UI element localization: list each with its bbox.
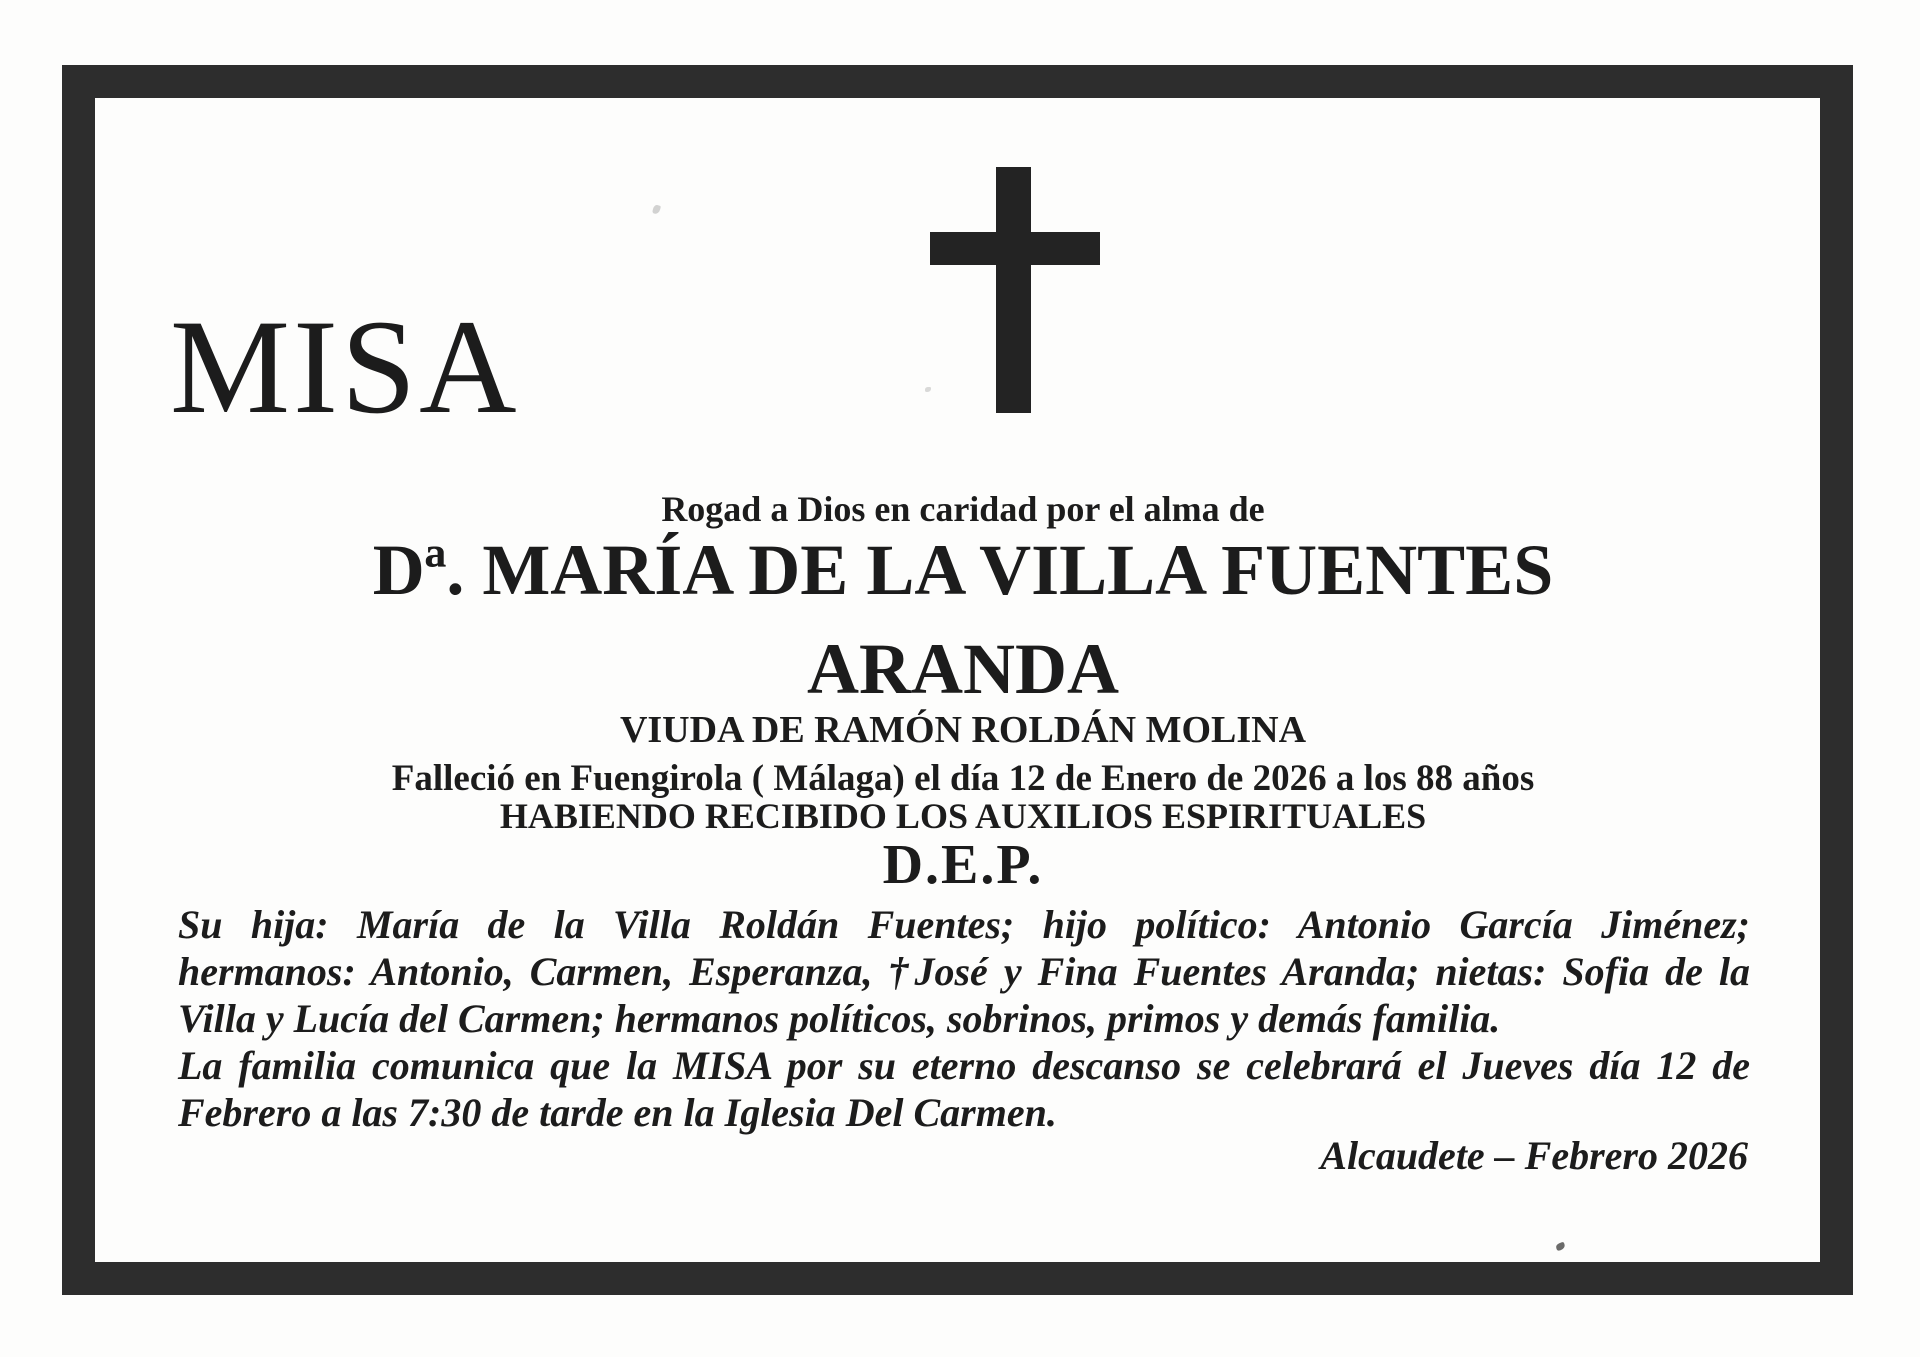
misa-title: MISA [170, 293, 520, 442]
intro-line: Rogad a Dios en caridad por el alma de [661, 489, 1265, 529]
rip-line: D.E.P. [882, 834, 1044, 896]
family-notice-line: Su hija: María de la Villa Roldán Fuentes; hijo político: Antonio García Jiménez; [178, 902, 1750, 947]
cross-vertical-bar [996, 167, 1031, 413]
family-notice-line: Villa y Lucía del Carmen; hermanos políticos, sobrinos, primos y demás familia. [178, 996, 1501, 1041]
family-notice-paragraph [178, 901, 1750, 1136]
deceased-name-line2: ARANDA [807, 629, 1119, 709]
family-notice-line: hermanos: Antonio, Carmen, Esperanza, †José y Fina Fuentes Aranda; nietas: Sofia de la [178, 949, 1750, 994]
place-date-line: Alcaudete – Febrero 2026 [1320, 1133, 1748, 1178]
family-notice-line: Febrero a las 7:30 de tarde en la Iglesia Del Carmen. [178, 1090, 1057, 1135]
cross-horizontal-bar [930, 232, 1100, 265]
sacraments-line: HABIENDO RECIBIDO LOS AUXILIOS ESPIRITUALES [499, 796, 1427, 836]
family-notice-line: La familia comunica que la MISA por su eterno descanso se celebrará el Jueves día 12 de [178, 1043, 1750, 1088]
widow-relation-line: VIUDA DE RAMÓN ROLDÁN MOLINA [619, 709, 1307, 751]
death-details-line: Falleció en Fuengirola ( Málaga) el día 12 de Enero de 2026 a los 88 años [391, 758, 1535, 799]
deceased-name-line1: Dª. MARÍA DE LA VILLA FUENTES [372, 530, 1554, 610]
